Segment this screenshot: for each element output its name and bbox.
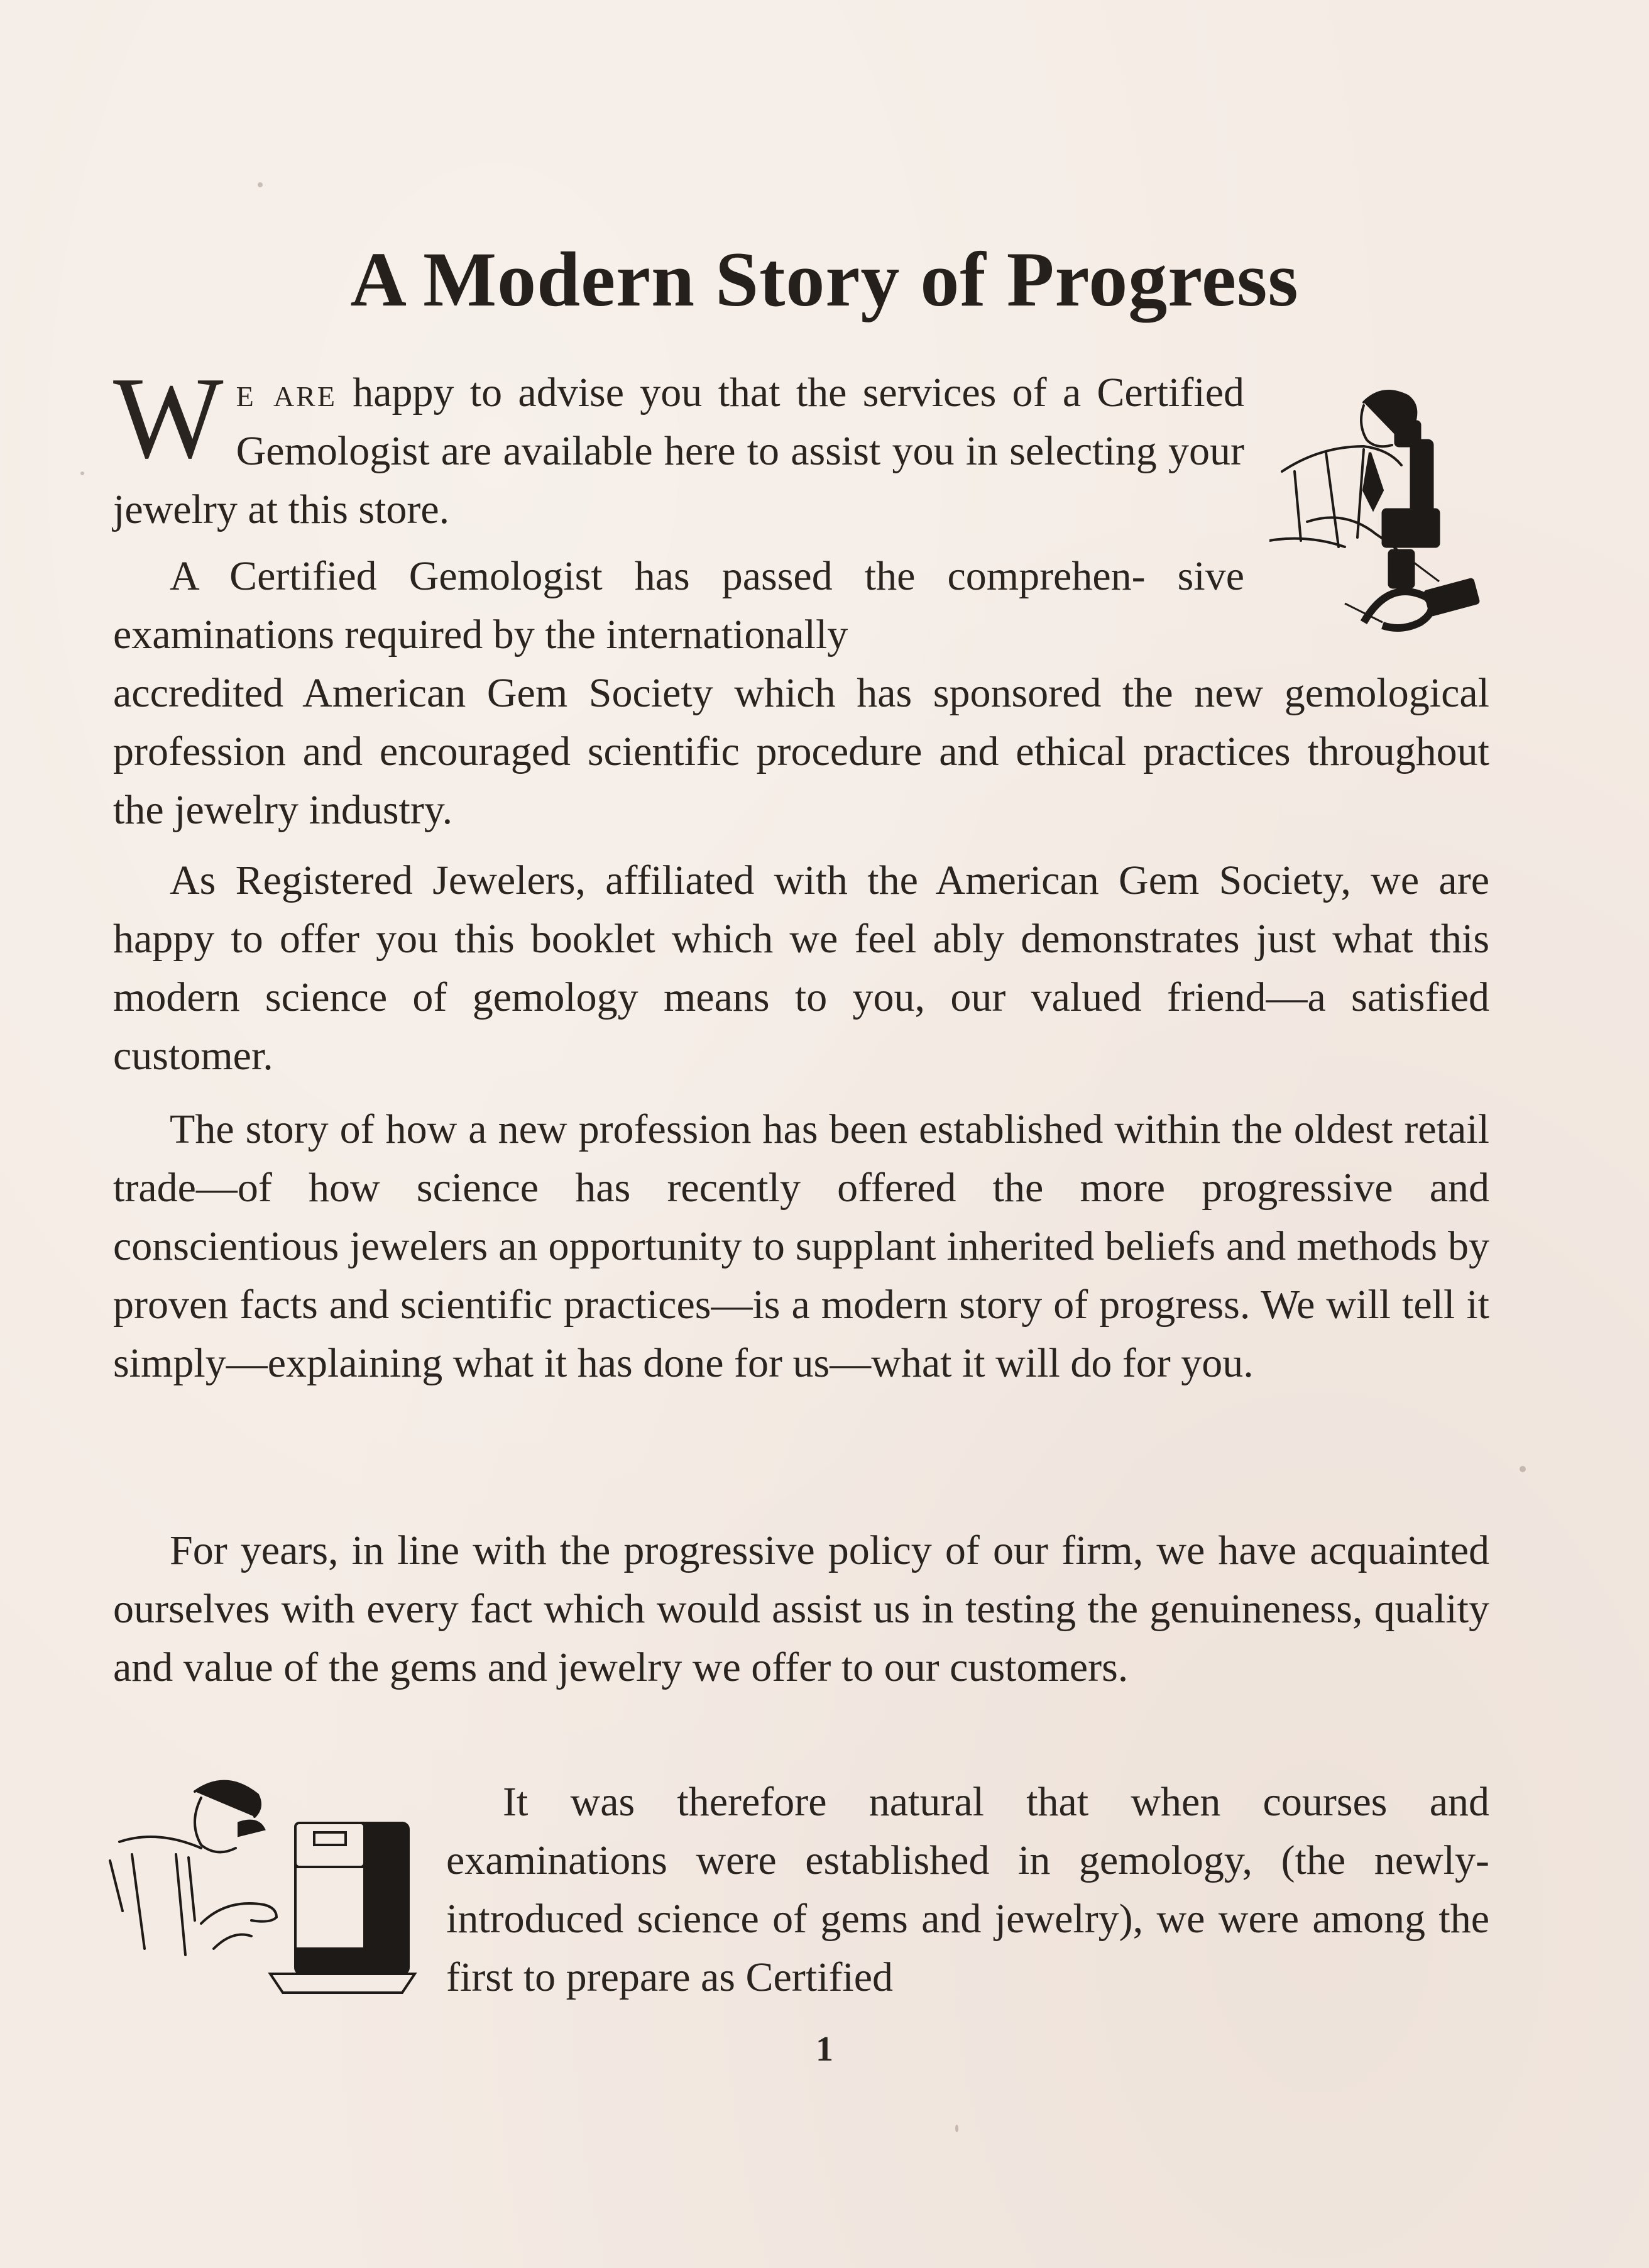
- microscope-illustration: [1269, 377, 1483, 654]
- paper-speck: [258, 182, 263, 187]
- paragraph-courses-examinations: It was therefore natural that when courses and examinations were established in gemology, (the newly-introduced science of gems and jewelry), we were among the first to prepare as Certified: [446, 1779, 1489, 2000]
- paragraph-progressive-policy: For years, in line with the progressive policy of our firm, we have acquainted ourselves with every fact which would assist us in testing the genuineness, quality and value of the gems and jewelry we offer to our customers.: [113, 1528, 1489, 1690]
- page-title: A Modern Story of Progress: [350, 236, 1299, 323]
- small-caps-lead: e are: [236, 370, 337, 416]
- intro-paragraph: [113, 353, 1244, 539]
- intro-text: happy to advise you that the services of a Certified Gemologist are available here to assist you in selecting your jewelry at this store.: [113, 370, 1244, 532]
- paragraph-certified-gemologist-start: A Certified Gemologist has passed the comprehen- sive examinations required by the internationally: [113, 553, 1244, 658]
- drop-cap-letter: W: [113, 353, 224, 483]
- paper-speck: [80, 471, 84, 475]
- gem-instrument-illustration: [107, 1773, 421, 1999]
- paragraph-certified-gemologist-end: accredited American Gem Society which has sponsored the new gemological profession and encouraged scientific procedure and ethical practices throughout the jewelry industry.: [113, 670, 1489, 833]
- paragraph-new-profession: The story of how a new profession has been established within the oldest retail trade—of how science has recently offered the more progressive and conscientious jewelers an opportunity to supplant inherited beliefs and methods by proven facts and scientific practices—is a modern story of progress. We will tell it simply—explaining what it has done for us—what it will do for you.: [113, 1106, 1489, 1386]
- paper-speck: [955, 2125, 958, 2132]
- paper-speck: [1520, 1466, 1526, 1472]
- paragraph-registered-jewelers: As Registered Jewelers, affiliated with the American Gem Society, we are happy to offer you this booklet which we feel ably demonstrates just what this modern science of gemology means to you, our valued friend—a satisfied customer.: [113, 857, 1489, 1079]
- page-number: 1: [816, 2030, 833, 2069]
